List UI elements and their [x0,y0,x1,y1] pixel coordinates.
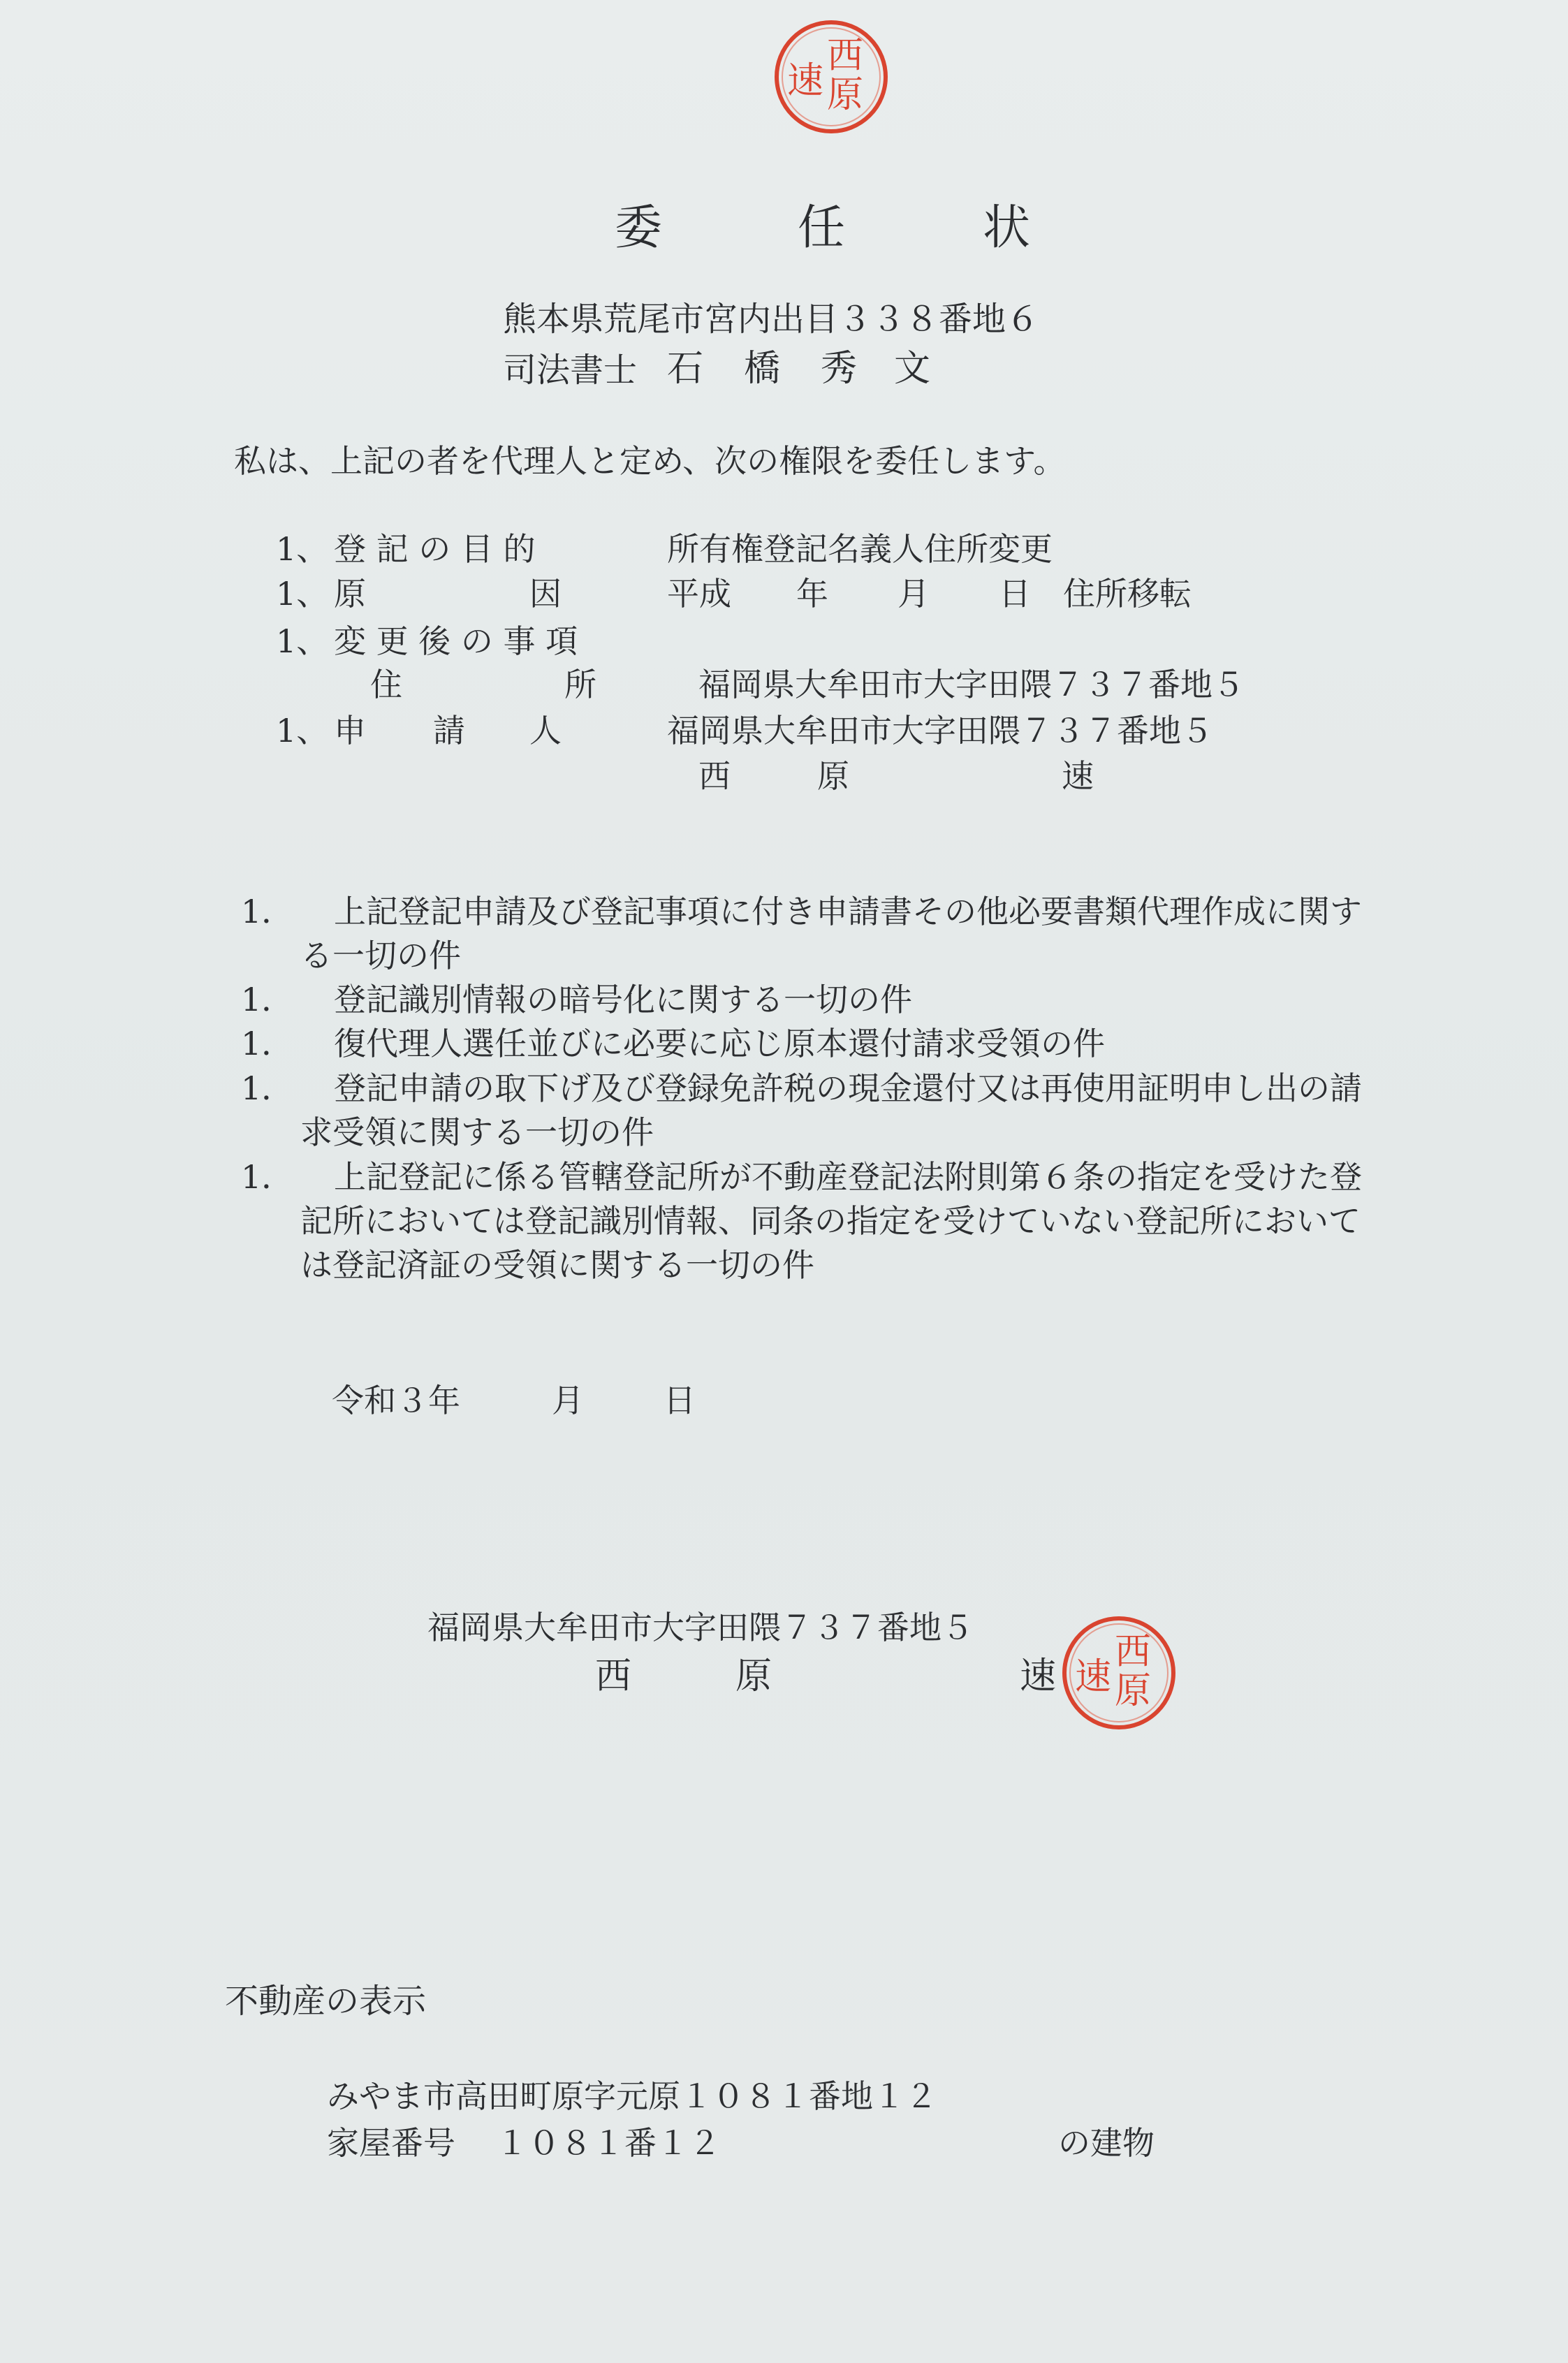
detail-bullet: 1、 [276,575,329,613]
applicant-name-char: 原 [817,757,849,795]
agent-name-char: 橋 [744,348,781,390]
building-suffix: の建物 [1058,2124,1155,2162]
seal-glyph: 西 [826,35,864,77]
power-line: は登記済証の受領に関する一切の件 [300,1246,814,1284]
agent-name-char: 秀 [821,348,858,390]
property-location: みやま市高田町原字元原１０８１番地１２ [327,2077,937,2115]
applicant-label: 請 [433,712,465,749]
agent-name-char: 文 [894,348,931,390]
signer-address: 福岡県大牟田市大字田隈７３７番地５ [427,1609,974,1646]
applicant-address: 福岡県大牟田市大字田隈７３７番地５ [667,712,1213,749]
title-char: 任 [798,200,846,256]
seal-glyph: 西 [1114,1631,1152,1673]
signer-seal [1060,1614,1178,1732]
address-label: 所 [564,666,596,703]
property-heading: 不動産の表示 [225,1982,427,2021]
power-marker: 1． [241,981,294,1018]
agent-address: 熊本県荒尾市宮内出目３３８番地６ [503,300,1040,339]
signer-name-char: 西 [595,1655,632,1697]
power-line: 復代理人選任並びに必要に応じ原本還付請求受領の件 [334,1025,1105,1062]
cause-label: 因 [529,575,562,613]
house-number: １０８１番１２ [496,2124,721,2162]
power-marker: 1． [241,1069,294,1107]
seal-glyph: 原 [1114,1670,1152,1712]
address-label: 住 [370,666,402,703]
power-marker: 1． [241,1025,294,1062]
house-label: 家屋番号 [327,2124,455,2162]
cause-day: 日 [999,575,1031,613]
date-era-year: 令和３年 [332,1382,460,1419]
power-line: 登記申請の取下げ及び登録免許税の現金還付又は再使用証明申し出の請 [334,1069,1362,1107]
title-char: 状 [983,200,1031,256]
cause-label: 原 [334,575,366,613]
signer-name-char: 速 [1020,1655,1057,1697]
power-line: 記所においては登記識別情報、同条の指定を受けていない登記所において [300,1202,1361,1240]
signer-name-char: 原 [735,1655,772,1697]
detail-bullet: 1、 [276,530,329,568]
power-line: 上記登記に係る管轄登記所が不動産登記法附則第６条の指定を受けた登 [334,1158,1362,1196]
seal-glyph: 速 [786,60,824,102]
cause-month: 月 [897,575,930,613]
power-marker: 1． [241,893,294,930]
title-char: 委 [615,200,663,256]
agent-title: 司法書士 [503,351,638,390]
power-line: る一切の件 [300,937,461,974]
intro-text: 私は、上記の者を代理人と定め、次の権限を委任します。 [234,442,1066,480]
applicant-label: 人 [529,712,562,749]
power-line: 上記登記申請及び登記事項に付き申請書その他必要書類代理作成に関す [334,893,1362,930]
cause-year: 年 [796,575,828,613]
power-line: 求受領に関する一切の件 [300,1113,654,1151]
applicant-label: 申 [334,712,366,749]
seal-glyph: 原 [826,74,864,116]
cause-text: 住所移転 [1063,575,1192,613]
changed-label: 変 更 後 の 事 項 [334,622,578,660]
power-line: 登記識別情報の暗号化に関する一切の件 [334,981,912,1018]
applicant-name-char: 西 [698,757,731,795]
purpose-value: 所有権登記名義人住所変更 [667,530,1053,568]
date-day: 日 [664,1382,696,1419]
detail-bullet: 1、 [276,712,329,749]
agent-name [667,346,946,391]
agent-name-char: 石 [667,348,704,390]
seal-glyph: 速 [1074,1656,1112,1698]
cause-era: 平成 [667,575,731,613]
address-value: 福岡県大牟田市大字田隈７３７番地５ [698,666,1245,703]
detail-bullet: 1、 [276,622,329,660]
date-month: 月 [552,1382,584,1419]
applicant-name-char: 速 [1062,757,1094,795]
purpose-label: 登 記 の 目 的 [334,530,536,568]
top-seal [772,17,891,136]
power-marker: 1． [241,1158,294,1196]
